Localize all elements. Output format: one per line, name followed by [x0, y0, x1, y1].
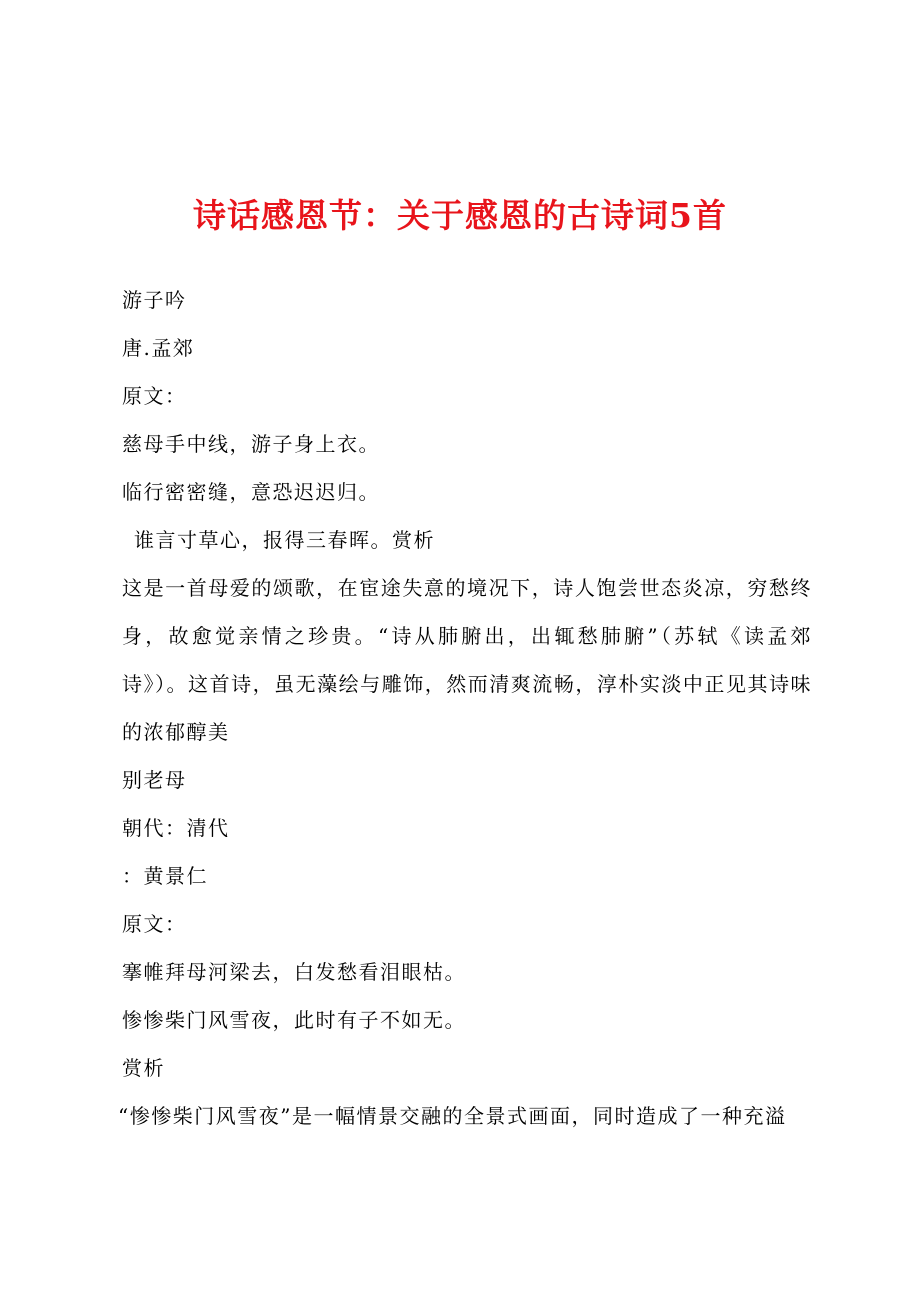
document-body — [118, 276, 812, 1140]
analysis-paragraph: “惨惨柴门风雪夜”是一幅情景交融的全景式画面，同时造成了一种充溢 — [118, 1104, 787, 1128]
poem-author: ：黄景仁 — [122, 864, 208, 888]
poem-line: 慈母手中线，游子身上衣。 — [122, 432, 380, 456]
original-label: 原文： — [122, 384, 187, 408]
poem-line: 惨惨柴门风雪夜，此时有子不如无。 — [122, 1008, 466, 1032]
analysis-label: 赏析 — [122, 1056, 165, 1080]
poem-line: 临行密密缝，意恐迟迟归。 — [122, 480, 380, 504]
poem-line: 搴帷拜母河梁去，白发愁看泪眼枯。 — [122, 960, 466, 984]
poem-author: 唐.孟郊 — [122, 336, 195, 360]
original-label: 原文： — [122, 912, 187, 936]
analysis-paragraph: 这是一首母爱的颂歌，在宦途失意的境况下，诗人饱尝世态炎凉，穷愁终身，故愈觉亲情之珍贵。“诗从肺腑出，出辄愁肺腑”（苏轼《读孟郊诗》）。这首诗，虽无藻绘与雕饰，然而清爽流畅，淳朴实淡中正见其诗味的浓郁醇美 — [122, 576, 812, 744]
document-title: 诗话感恩节：关于感恩的古诗词5首 — [193, 196, 727, 235]
poem-dynasty: 朝代：清代 — [122, 816, 230, 840]
poem-title: 游子吟 — [122, 288, 187, 312]
poem-title: 别老母 — [122, 768, 187, 792]
poem-line: 谁言寸草心，报得三春晖。赏析 — [134, 528, 435, 552]
